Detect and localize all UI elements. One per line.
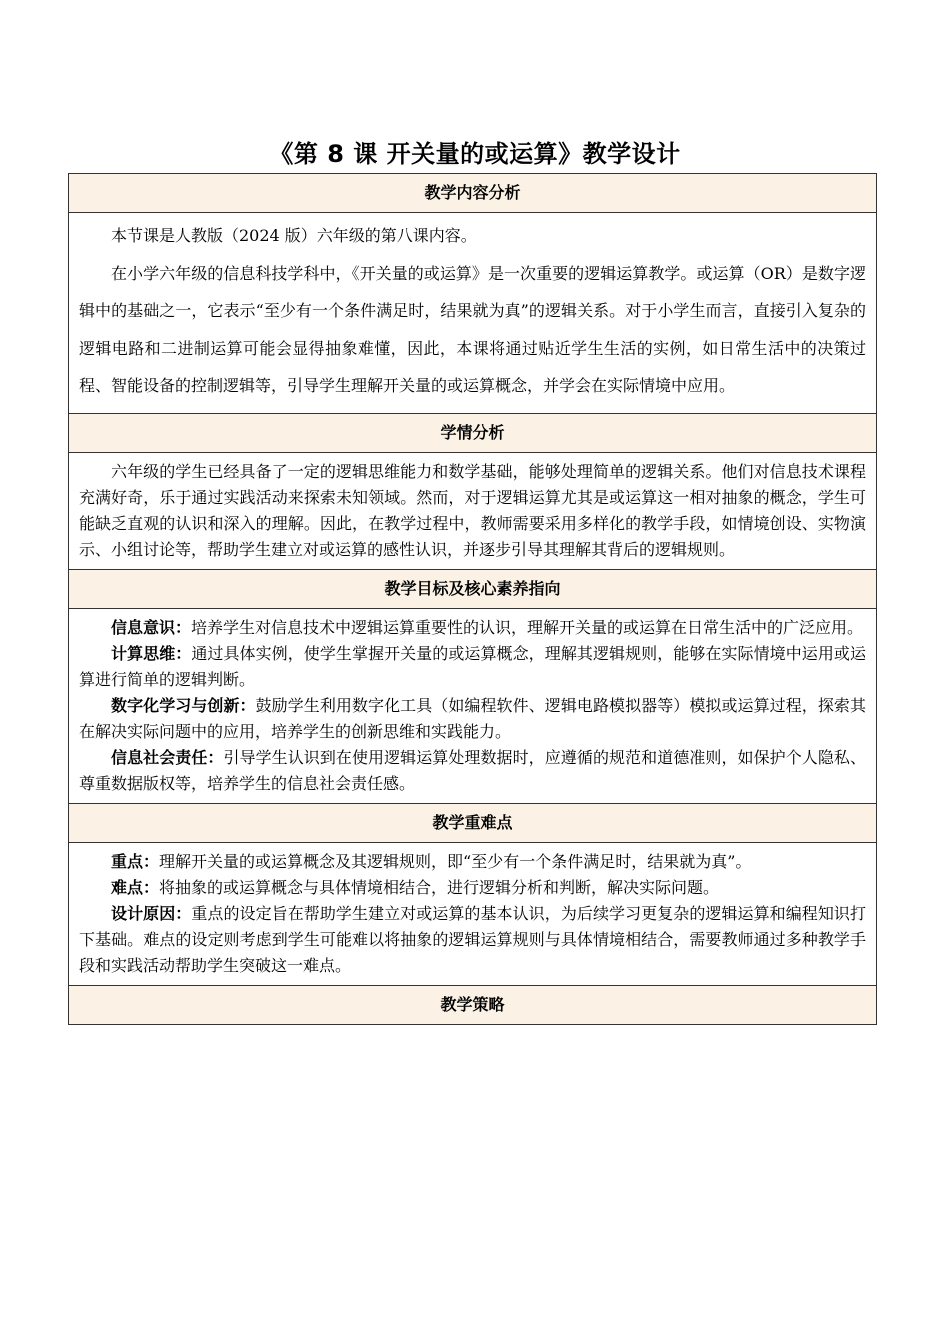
section-header-row	[69, 985, 877, 1024]
keypoint-text: 重点的设定旨在帮助学生建立对或运算的基本认识，为后续学习更复杂的逻辑运算和编程知识打下基础。难点的设定则考虑到学生可能难以将抽象的逻辑运算规则与具体情境相结合，需要教师通过多种教学手段和实践活动帮助学生突破这一难点。	[79, 903, 866, 975]
goal-text: 引导学生认识到在使用逻辑运算处理数据时，应遵循的规范和道德准则，如保护个人隐私、尊重数据版权等，培养学生的信息社会责任感。	[79, 747, 866, 793]
keypoint-item	[79, 849, 866, 875]
goal-item	[79, 641, 866, 693]
content-paragraph: 本节课是人教版（2024 版）六年级的第八课内容。	[111, 226, 477, 245]
section-header-row	[69, 413, 877, 452]
section-header-goals: 教学目标及核心素养指向	[69, 569, 877, 608]
section-header-keypoints: 教学重难点	[69, 803, 877, 842]
section-header-row	[69, 174, 877, 213]
keypoint-label: 设计原因：	[111, 903, 192, 923]
goal-text: 培养学生对信息技术中逻辑运算重要性的认识，理解开关量的或运算在日常生活中的广泛应用。	[191, 617, 864, 637]
goal-label: 信息社会责任：	[111, 747, 224, 767]
section-header-strategy: 教学策略	[69, 985, 877, 1024]
goal-label: 信息意识：	[111, 617, 192, 637]
keypoint-label: 重点：	[111, 851, 160, 871]
section-header-row	[69, 569, 877, 608]
keypoint-text: 将抽象的或运算概念与具体情境相结合，进行逻辑分析和判断，解决实际问题。	[159, 877, 720, 897]
section-body-row	[69, 452, 877, 569]
goal-label: 数字化学习与创新：	[111, 695, 256, 715]
keypoint-text: 理解开关量的或运算概念及其逻辑规则，即“至少有一个条件满足时，结果就为真”。	[159, 851, 752, 871]
section-header-content-analysis: 教学内容分析	[69, 174, 877, 213]
section-body-row	[69, 842, 877, 985]
goals-body	[69, 608, 877, 803]
content-paragraph: 在小学六年级的信息科技学科中，《开关量的或运算》是一次重要的逻辑运算教学。或运算（OR）是数字逻辑中的基础之一，它表示“至少有一个条件满足时，结果就为真”的逻辑关系。对于小学生而言，直接引入复杂的逻辑电路和二进制运算可能会显得抽象难懂，因此，本课将通过贴近学生生活的实例，如日常生活中的决策过程、智能设备的控制逻辑等，引导学生理解开关量的或运算概念，并学会在实际情境中应用。	[79, 263, 866, 395]
goal-item	[79, 745, 866, 797]
goal-text: 鼓励学生利用数字化工具（如编程软件、逻辑电路模拟器等）模拟或运算过程，探索其在解决实际问题中的应用，培养学生的创新思维和实践能力。	[79, 695, 866, 741]
student-analysis-body	[69, 452, 877, 569]
student-paragraph: 六年级的学生已经具备了一定的逻辑思维能力和数学基础，能够处理简单的逻辑关系。他们对信息技术课程充满好奇，乐于通过实践活动来探索未知领域。然而，对于逻辑运算尤其是或运算这一相对抽象的概念，学生可能缺乏直观的认识和深入的理解。因此，在教学过程中，教师需要采用多样化的教学手段，如情境创设、实物演示、小组讨论等，帮助学生建立对或运算的感性认识，并逐步引导其理解其背后的逻辑规则。	[79, 461, 866, 559]
section-header-row	[69, 803, 877, 842]
goal-label: 计算思维：	[111, 643, 192, 663]
goal-item	[79, 615, 866, 641]
keypoints-body	[69, 842, 877, 985]
goal-item	[79, 693, 866, 745]
section-body-row	[69, 608, 877, 803]
page-title: 《第 8 课 开关量的或运算》教学设计	[269, 140, 681, 168]
lesson-plan-table	[68, 173, 877, 1025]
content-analysis-body	[69, 213, 877, 414]
section-header-student-analysis: 学情分析	[69, 413, 877, 452]
keypoint-item	[79, 901, 866, 979]
goal-text: 通过具体实例，使学生掌握开关量的或运算概念，理解其逻辑规则，能够在实际情境中运用或运算进行简单的逻辑判断。	[79, 643, 866, 689]
keypoint-label: 难点：	[111, 877, 160, 897]
keypoint-item	[79, 875, 866, 901]
section-body-row	[69, 213, 877, 414]
